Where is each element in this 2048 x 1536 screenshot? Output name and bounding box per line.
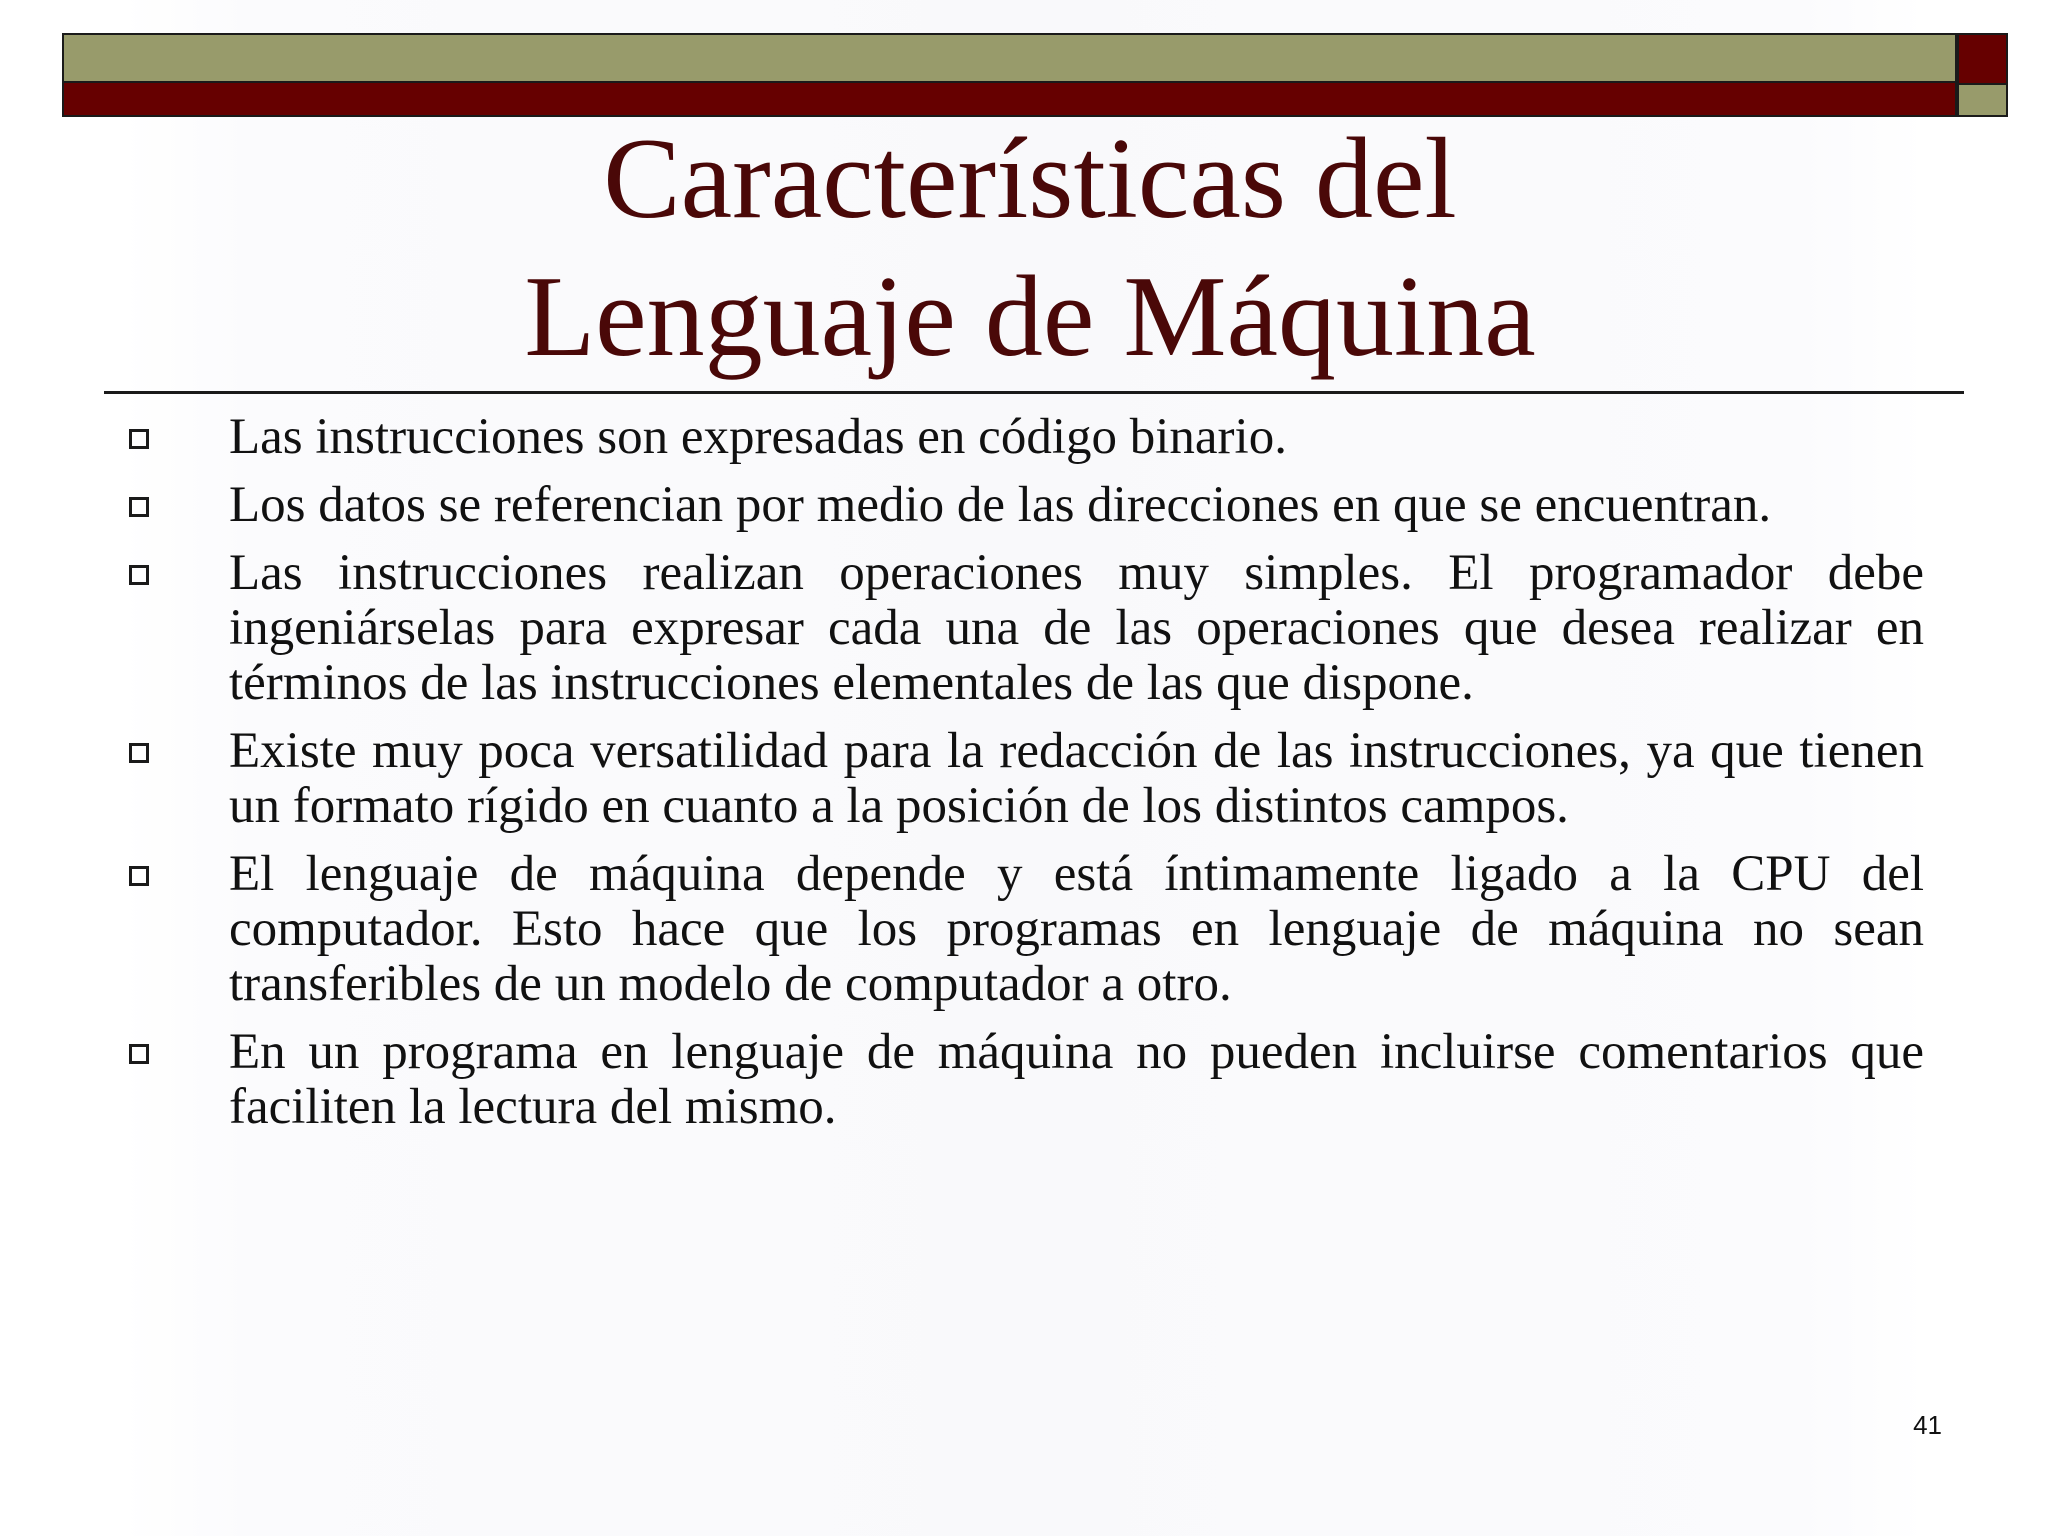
page-number: 41 xyxy=(1913,1410,1942,1440)
hollow-square-bullet-icon xyxy=(129,429,149,449)
title-divider xyxy=(104,391,1964,394)
hollow-square-bullet-icon xyxy=(129,497,149,517)
hollow-square-bullet-icon xyxy=(129,866,149,886)
hollow-square-bullet-icon xyxy=(129,565,149,585)
header-corner-olive xyxy=(1957,85,2008,117)
bullet-text: El lenguaje de máquina depende y está íntimamente ligado a la CPU del computador. Esto hace que los programas en lenguaje de máquina no sean transferibles de un modelo de computador a otro. xyxy=(229,846,1924,1012)
bullet-item xyxy=(124,410,1924,465)
hollow-square-bullet-icon xyxy=(129,1044,149,1064)
bullet-text: Las instrucciones realizan operaciones muy simples. El programador debe ingeniárselas para expresar cada una de las operaciones que desea realizar en términos de las instrucciones elementales de las que dispone. xyxy=(229,545,1924,711)
bullet-text: Las instrucciones son expresadas en código binario. xyxy=(229,409,1287,465)
bullet-item xyxy=(124,546,1924,711)
bullet-item xyxy=(124,847,1924,1012)
bullet-item xyxy=(124,1025,1924,1135)
bullet-text: Los datos se referencian por medio de las direcciones en que se encuentran. xyxy=(229,477,1772,533)
slide-title xyxy=(300,110,1760,386)
bullet-item xyxy=(124,724,1924,834)
bullet-list xyxy=(124,410,1924,1148)
bullet-item xyxy=(124,478,1924,533)
header-corner-maroon xyxy=(1957,33,2008,85)
slide-title-line-1: Características del xyxy=(603,115,1457,243)
bullet-text: En un programa en lenguaje de máquina no pueden incluirse comentarios que faciliten la lectura del mismo. xyxy=(229,1024,1924,1135)
slide-title-line-2: Lenguaje de Máquina xyxy=(524,253,1536,381)
hollow-square-bullet-icon xyxy=(129,743,149,763)
header-band-olive xyxy=(62,33,1957,83)
bullet-text: Existe muy poca versatilidad para la redacción de las instrucciones, ya que tienen un formato rígido en cuanto a la posición de los distintos campos. xyxy=(229,723,1924,834)
